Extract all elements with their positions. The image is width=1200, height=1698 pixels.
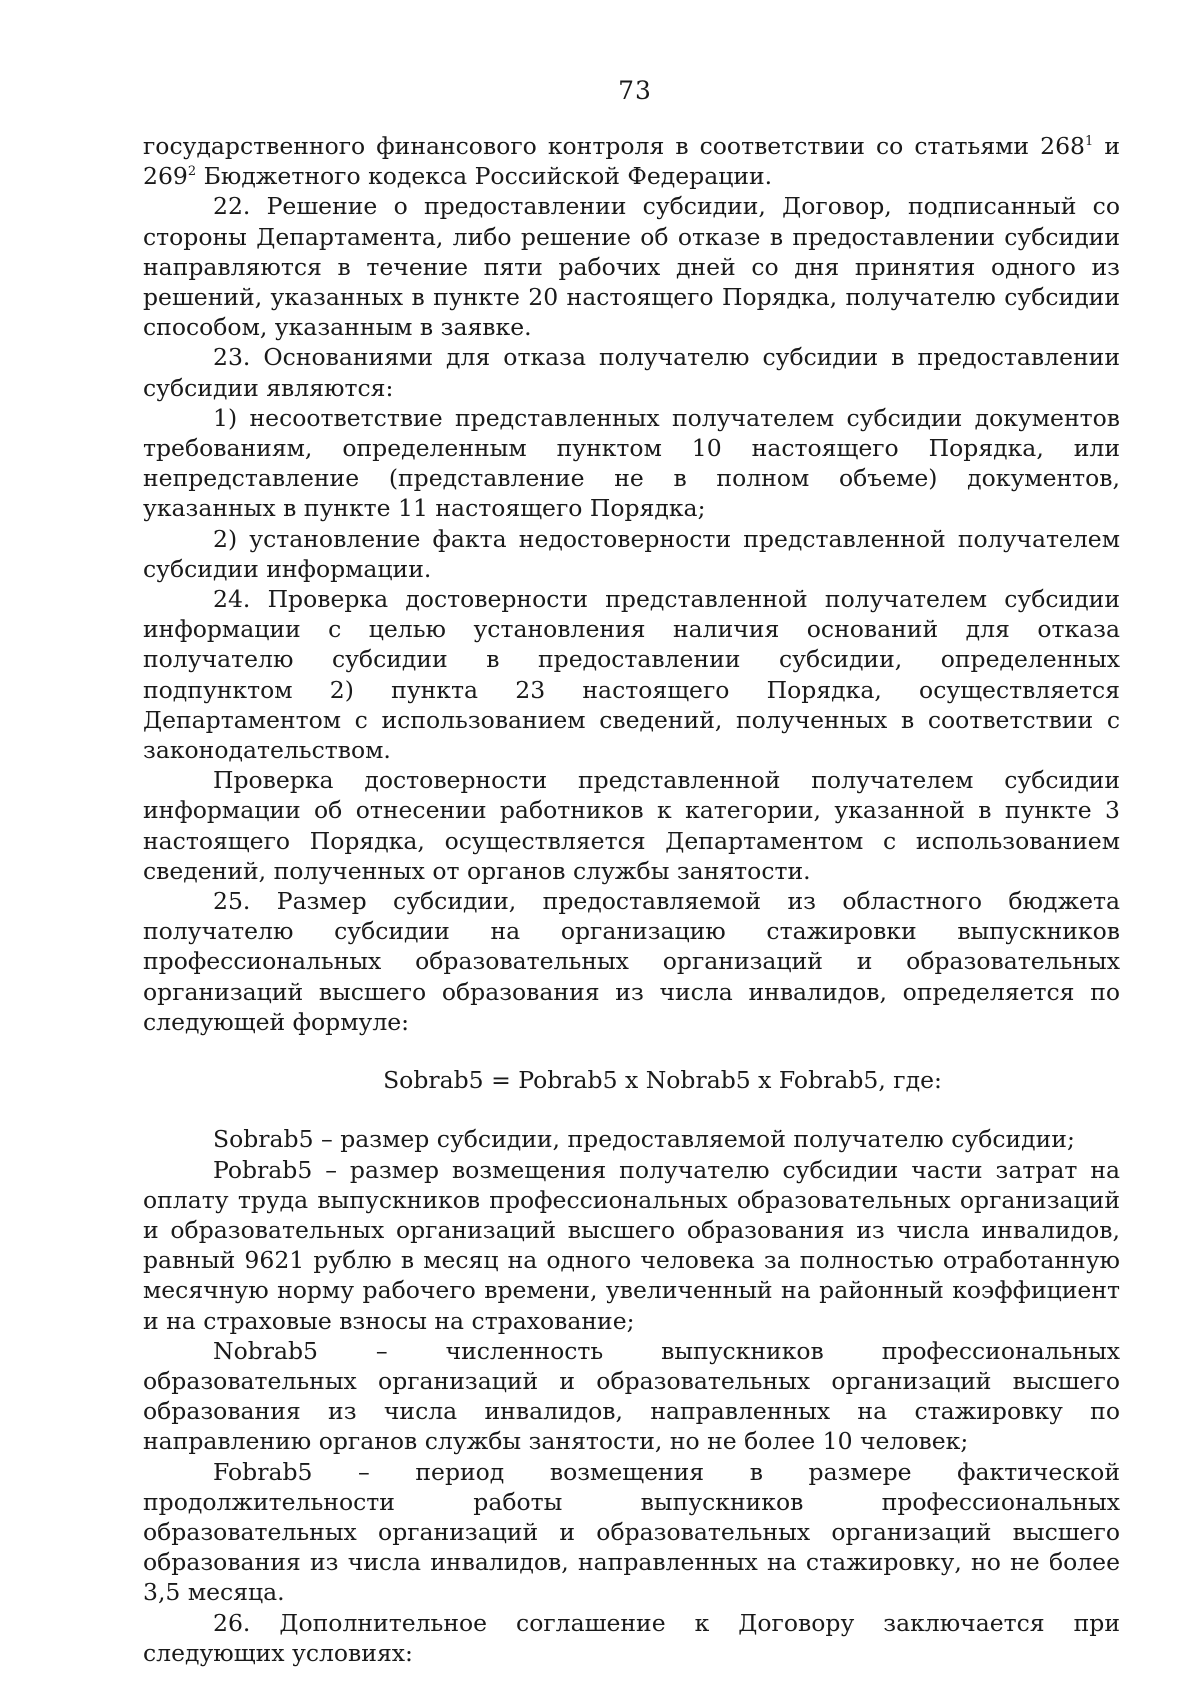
definition-pobrab5: Pobrab5 – размер возмещения получателю субсидии части затрат на оплату труда выпускников профессиональных образовательных организаций и образовательных организаций высшего образования из числа инвалидов, равный 9621 рублю в месяц на одного человека за полностью отработанную месячную норму рабочего времени, увеличенный на районный коэффициент и на страховые взносы на страхование; bbox=[143, 1155, 1120, 1335]
paragraph-26: 26. Дополнительное соглашение к Договору заключается при следующих условиях: bbox=[143, 1608, 1120, 1667]
definition-sobrab5: Sobrab5 – размер субсидии, предоставляемой получателю субсидии; bbox=[213, 1125, 1075, 1154]
paragraph-23-item-1: 1) несоответствие представленных получателем субсидии документов требованиям, определенным пунктом 10 настоящего Порядка, или непредставление (представление не в полном объеме) документов, указанных в пункте 11 настоящего Порядка; bbox=[143, 403, 1120, 523]
paragraph-24: 24. Проверка достоверности представленной получателем субсидии информации с целью установления наличия оснований для отказа получателю субсидии в предоставлении субсидии, определенных подпунктом 2) пункта 23 настоящего Порядка, осуществляется Департаментом с использованием сведений, полученных в соответствии с законодательством. bbox=[143, 585, 1120, 765]
article-superscript-1: 1 bbox=[1085, 134, 1094, 149]
paragraph-25: 25. Размер субсидии, предоставляемой из областного бюджета получателю субсидии на организацию стажировки выпускников профессиональных образовательных организаций и образовательных организаций высшего образования из числа инвалидов, определяется по следующей формуле: bbox=[143, 887, 1120, 1036]
paragraph-22: 22. Решение о предоставлении субсидии, Договор, подписанный со стороны Департамента, либо решение об отказе в предоставлении субсидии направляются в течение пяти рабочих дней со дня принятия одного из решений, указанных в пункте 20 настоящего Порядка, получателю субсидии способом, указанным в заявке. bbox=[143, 192, 1120, 342]
continuation-text-a: государственного финансового контроля в соответствии со статьями 268 bbox=[143, 132, 1085, 160]
paragraph-24-second: Проверка достоверности представленной получателем субсидии информации об отнесении работников к категории, указанной в пункте 3 настоящего Порядка, осуществляется Департаментом с использованием сведений, полученных от органов службы занятости. bbox=[143, 766, 1120, 885]
page-number: 73 bbox=[618, 76, 652, 105]
continuation-text-b: и 269 bbox=[143, 132, 1120, 191]
subsidy-formula: Sobrab5 = Pobrab5 x Nobrab5 x Fobrab5, где: bbox=[383, 1066, 942, 1095]
definition-nobrab5: Nobrab5 – численность выпускников профессиональных образовательных организаций и образовательных организаций высшего образования из числа инвалидов, направленных на стажировку по направлению органов службы занятости, но не более 10 человек; bbox=[143, 1336, 1120, 1456]
paragraph-continuation bbox=[143, 131, 1120, 191]
definition-fobrab5: Fobrab5 – период возмещения в размере фактической продолжительности работы выпускников профессиональных образовательных организаций и образовательных организаций высшего образования из числа инвалидов, направленных на стажировку, но не более 3,5 месяца. bbox=[143, 1457, 1120, 1607]
continuation-text-c: Бюджетного кодекса Российской Федерации. bbox=[196, 162, 773, 191]
article-superscript-2: 2 bbox=[187, 164, 197, 180]
paragraph-23: 23. Основаниями для отказа получателю субсидии в предоставлении субсидии являются: bbox=[143, 343, 1120, 402]
document-body bbox=[143, 131, 1120, 1668]
paragraph-23-item-2: 2) установление факта недостоверности представленной получателем субсидии информации. bbox=[143, 524, 1120, 583]
